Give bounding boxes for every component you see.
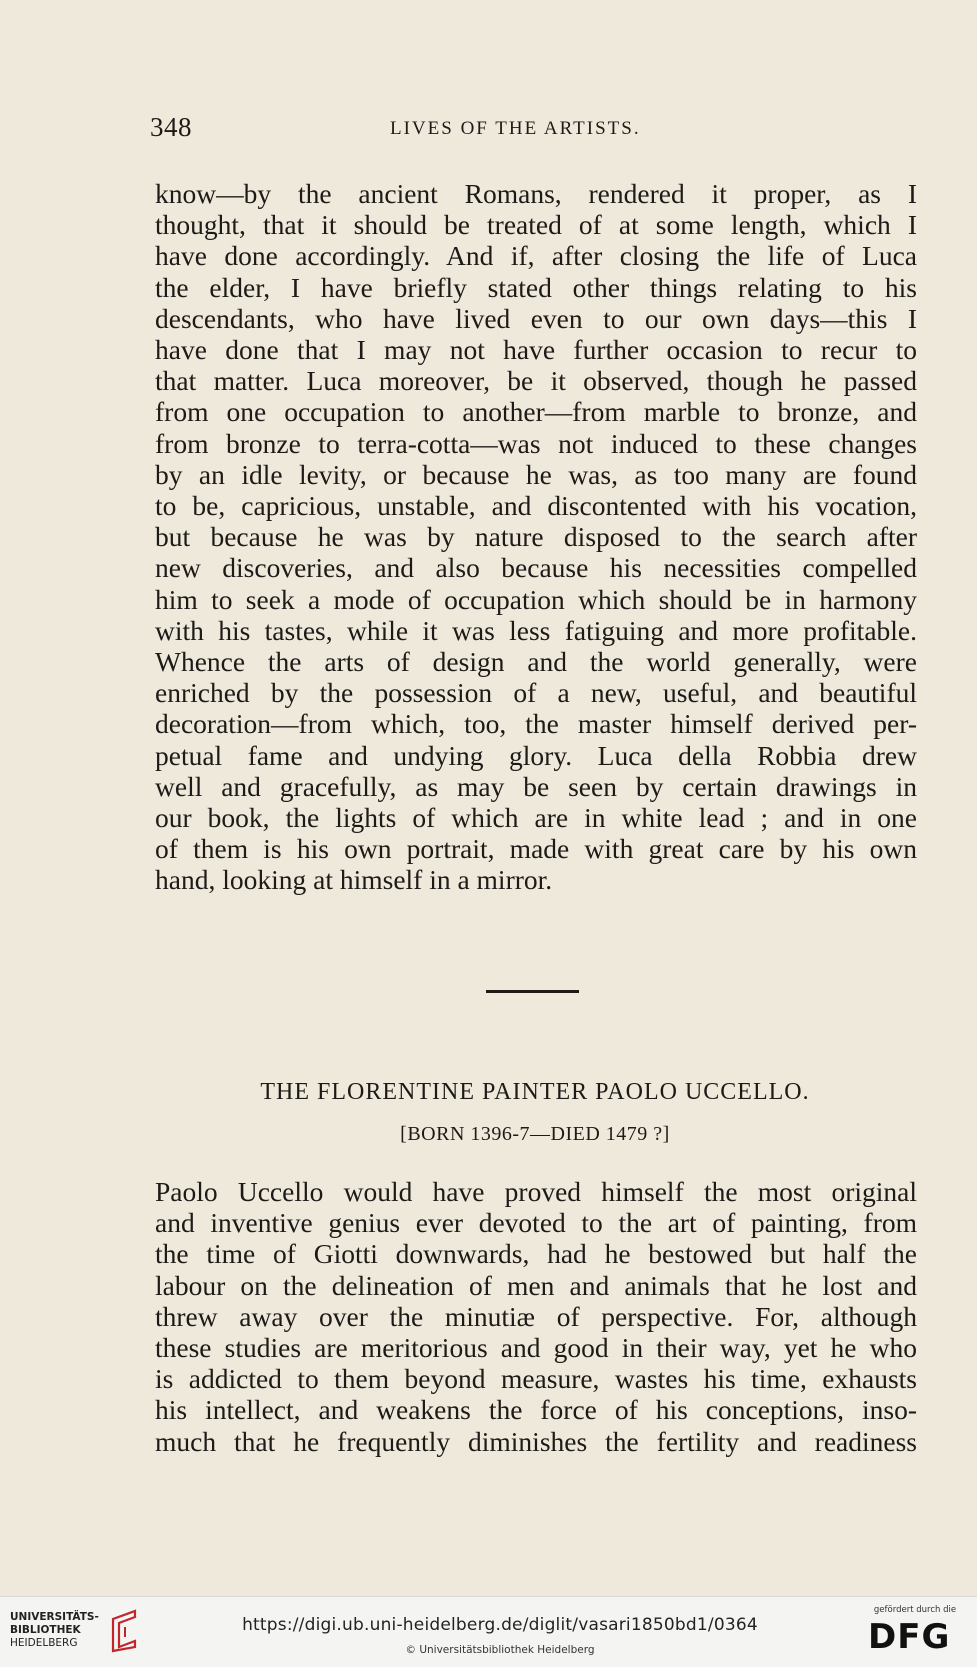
text-line: have done that I may not have further occasion to recur to — [155, 334, 917, 366]
copyright-notice: © Universitätsbibliothek Heidelberg — [405, 1644, 595, 1656]
text-line: well and gracefully, as may be seen by certain drawings in — [155, 770, 917, 802]
section-divider — [486, 990, 579, 993]
text-line: the time of Giotti downwards, had he bestowed but half the — [155, 1238, 917, 1270]
text-line: labour on the delineation of men and animals that he lost and — [155, 1269, 917, 1301]
page-number: 348 — [150, 112, 192, 142]
text-line: these studies are meritorious and good in their way, yet he who — [155, 1332, 917, 1364]
sponsor-caption: gefördert durch die — [873, 1605, 957, 1615]
running-head — [150, 112, 918, 148]
text-line: hand, looking at himself in a mirror. — [155, 864, 553, 896]
library-name-line: UNIVERSITÄTS- — [10, 1611, 99, 1623]
text-line: petual fame and undying glory. Luca della Robbia drew — [155, 739, 917, 771]
text-line: to be, capricious, unstable, and discontented with his vocation, — [155, 490, 917, 522]
text-line: him to seek a mode of occupation which should be in harmony — [155, 583, 917, 615]
dfg-sponsor-logo[interactable] — [862, 1605, 968, 1661]
text-line: is addicted to them beyond measure, wastes his time, exhausts — [155, 1363, 917, 1395]
text-line: new discoveries, and also because his necessities compelled — [155, 552, 917, 584]
text-line: of them is his own portrait, made with great care by his own — [155, 833, 917, 865]
text-line: with his tastes, while it was less fatiguing and more profitable. — [155, 614, 917, 646]
text-line: Whence the arts of design and the world generally, were — [155, 646, 917, 678]
text-line: enriched by the possession of a new, useful, and beautiful — [155, 677, 917, 709]
permalink-url[interactable]: https://digi.ub.uni-heidelberg.de/diglit/vasari1850bd1/0364 — [242, 1615, 758, 1635]
text-line: that matter. Luca moreover, be it observed, though he passed — [155, 365, 917, 397]
text-line: much that he frequently diminishes the fertility and readiness — [155, 1425, 917, 1457]
university-library-logo[interactable] — [10, 1611, 140, 1659]
text-line: and inventive genius ever devoted to the art of painting, from — [155, 1207, 917, 1239]
text-line: Paolo Uccello would have proved himself the most original — [155, 1176, 917, 1207]
viewer-footer — [0, 1596, 977, 1667]
paragraph-luca-della-robbia — [155, 178, 917, 896]
text-line: thought, that it should be treated of at some length, which I — [155, 209, 917, 241]
running-title: LIVES OF THE ARTISTS. — [390, 118, 641, 139]
paragraph-paolo-uccello — [155, 1176, 917, 1457]
text-line: the elder, I have briefly stated other things relating to his — [155, 271, 917, 303]
library-name-line: HEIDELBERG — [10, 1637, 78, 1649]
text-line: know—by the ancient Romans, rendered it proper, as I — [155, 178, 917, 209]
text-line: but because he was by nature disposed to the search after — [155, 521, 917, 553]
chapter-dates: [BORN 1396-7—DIED 1479 ?] — [400, 1123, 670, 1145]
text-line: from bronze to terra-cotta—was not induced to these changes — [155, 427, 917, 459]
text-line: by an idle levity, or because he was, as too many are found — [155, 458, 917, 490]
text-line: from one occupation to another—from marble to bronze, and — [155, 396, 917, 428]
text-line: descendants, who have lived even to our own days—this I — [155, 302, 917, 334]
text-line: decoration—from which, too, the master himself derived per- — [155, 708, 917, 740]
library-name-line: BIBLIOTHEK — [10, 1624, 81, 1636]
library-name — [10, 1611, 99, 1650]
dfg-logo-text: DFG — [868, 1617, 951, 1657]
chapter-title: THE FLORENTINE PAINTER PAOLO UCCELLO. — [260, 1079, 810, 1105]
text-line: threw away over the minutiæ of perspective. For, although — [155, 1300, 917, 1332]
text-line: our book, the lights of which are in white lead ; and in one — [155, 802, 917, 834]
library-emblem-icon — [105, 1607, 145, 1657]
text-line: have done accordingly. And if, after closing the life of Luca — [155, 240, 917, 272]
text-line: his intellect, and weakens the force of his conceptions, inso- — [155, 1394, 917, 1426]
